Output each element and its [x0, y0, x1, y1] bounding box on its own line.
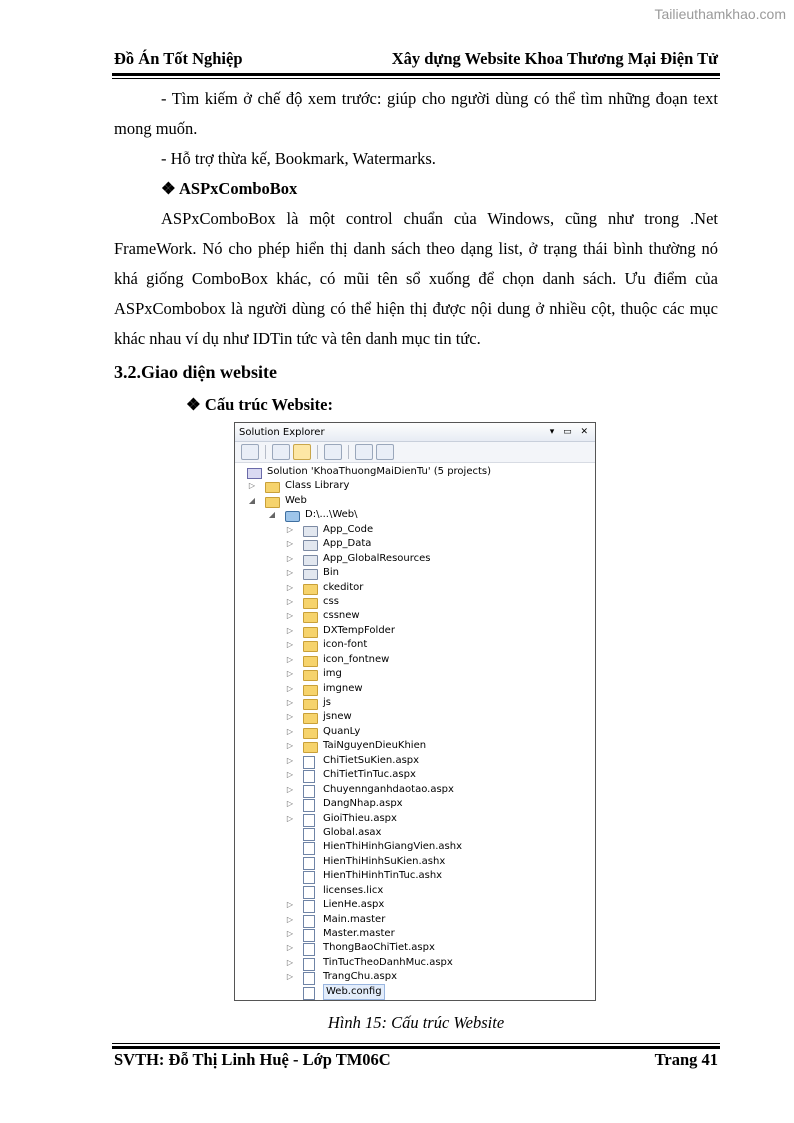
tree-row[interactable] [235, 970, 595, 984]
tree-row[interactable] [235, 797, 595, 811]
expander-icon[interactable]: ▷ [286, 654, 294, 664]
footer-author: SVTH: Đỗ Thị Linh Huệ - Lớp TM06C [114, 1050, 391, 1069]
page-number: Trang 41 [654, 1050, 718, 1069]
folder-icon [265, 497, 280, 508]
tree-row[interactable] [235, 927, 595, 941]
figure-caption: Hình 15: Cấu trúc Website [327, 1013, 505, 1032]
file-icon [303, 915, 315, 928]
expander-icon[interactable]: ▷ [286, 553, 294, 563]
folder-icon [303, 598, 318, 609]
folder-icon [303, 627, 318, 638]
solution-label: Solution 'KhoaThuongMaiDienTu' (5 projects) [267, 466, 492, 477]
expander-icon[interactable]: ▷ [286, 770, 294, 780]
project-icon [285, 511, 300, 522]
tree-row[interactable] [235, 956, 595, 970]
folder-icon [303, 742, 318, 753]
section-heading: 3.2.Giao diện website [114, 362, 278, 382]
tree-row[interactable] [235, 479, 595, 493]
expander-icon[interactable]: ▷ [286, 914, 294, 924]
solution-tree [235, 463, 595, 999]
folder-icon [303, 612, 318, 623]
folder-icon [303, 584, 318, 595]
tree-item-label: DXTempFolder [323, 624, 395, 636]
aspnet-config-icon[interactable] [376, 444, 394, 460]
tree-item-label: LienHe.aspx [323, 899, 385, 911]
folder-icon [303, 685, 318, 696]
tree-item-label: cssnew [323, 610, 360, 622]
tree-item-label: js [323, 697, 331, 708]
tree-row[interactable] [235, 710, 595, 724]
tree-item-label: TinTucTheoDanhMuc.aspx [323, 956, 453, 968]
toolbar-separator [348, 445, 349, 459]
folder-icon [303, 656, 318, 667]
tree-row[interactable] [235, 624, 595, 638]
file-icon [303, 785, 315, 798]
solution-explorer-toolbar [235, 442, 595, 463]
tree-item-label: D:\...\Web\ [305, 509, 358, 521]
header-left: Đồ Án Tốt Nghiệp [114, 49, 243, 68]
tree-item-label: img [323, 668, 342, 680]
folder-icon [303, 728, 318, 739]
tree-row[interactable] [235, 840, 595, 854]
tree-item-label: jsnew [323, 711, 352, 723]
tree-row[interactable] [235, 941, 595, 955]
expander-icon[interactable]: ▷ [286, 741, 294, 751]
expander-icon[interactable]: ▷ [286, 625, 294, 635]
tree-row[interactable] [235, 523, 595, 537]
subheading-aspxcombobox [114, 174, 718, 204]
subheading-text: ASPxComboBox [179, 179, 298, 198]
expander-icon[interactable]: ▷ [286, 712, 294, 722]
expander-icon[interactable]: ▷ [286, 683, 294, 693]
file-icon [303, 958, 315, 971]
tree-item-label: ThongBaoChiTiet.aspx [323, 942, 435, 954]
tree-row[interactable] [235, 566, 595, 580]
file-icon [303, 900, 315, 913]
expander-icon[interactable]: ▷ [286, 943, 294, 953]
file-icon [303, 943, 315, 956]
expander-icon[interactable]: ▷ [286, 929, 294, 938]
tree-item-label: App_Code [323, 523, 374, 535]
expander-icon[interactable]: ▷ [286, 669, 294, 679]
file-icon [303, 972, 315, 985]
file-icon [303, 799, 315, 812]
tree-row[interactable] [235, 667, 595, 681]
tree-item-label: GioiThieu.aspx [323, 812, 397, 824]
expander-icon[interactable]: ▷ [286, 582, 294, 592]
tree-item-label: QuanLy [323, 725, 361, 737]
page-header [114, 49, 718, 69]
tree-item-label: Chuyennganhdaotao.aspx [323, 783, 454, 795]
diamond-bullet-icon: ❖ [161, 179, 176, 198]
tree-item-label: ChiTietTinTuc.aspx [323, 769, 416, 781]
folder-icon [303, 569, 318, 580]
expander-icon[interactable]: ▷ [286, 539, 294, 549]
tree-item-label: Global.asax [323, 826, 382, 838]
file-icon [303, 842, 315, 855]
file-icon [303, 987, 315, 1000]
file-icon [303, 828, 315, 841]
header-rule-thick [112, 73, 720, 76]
paragraph-preview-search: - Tìm kiếm ở chế độ xem trước: giúp cho người dùng có thể tìm những đoạn text mong muốn. [114, 89, 718, 138]
expander-icon[interactable]: ▷ [286, 900, 294, 910]
tree-item-label: Class Library [285, 480, 350, 492]
tree-item-label: ChiTietSuKien.aspx [323, 754, 420, 766]
watermark: Tailieuthamkhao.com [654, 6, 786, 22]
file-icon [303, 756, 315, 769]
folder-icon [303, 526, 318, 537]
tree-row[interactable] [235, 537, 595, 551]
tree-row[interactable] [235, 595, 595, 609]
tree-row[interactable] [235, 783, 595, 797]
tree-row[interactable] [235, 855, 595, 869]
tree-item-label: DangNhap.aspx [323, 798, 403, 810]
subheading-website-structure [114, 388, 718, 422]
tree-item-label: TrangChu.aspx [323, 971, 398, 983]
tree-row[interactable] [235, 696, 595, 710]
tree-item-label: icon-font [323, 639, 368, 651]
tree-item-label: HienThiHinhGiangVien.ashx [323, 841, 462, 853]
tree-item-label: Bin [323, 567, 339, 579]
solution-explorer-titlebar [235, 423, 595, 442]
tree-row[interactable] [235, 812, 595, 826]
expander-icon[interactable]: ▷ [286, 957, 294, 967]
tree-row[interactable] [235, 869, 595, 883]
solution-explorer-screenshot [234, 422, 596, 1001]
solution-icon [247, 468, 262, 479]
file-icon [303, 886, 315, 899]
expander-icon[interactable]: ▷ [286, 611, 294, 621]
view-code-icon[interactable] [324, 444, 342, 460]
tree-row[interactable] [235, 581, 595, 595]
expander-icon[interactable]: ◢ [268, 510, 276, 520]
toolbar-separator [317, 445, 318, 459]
folder-icon [303, 699, 318, 710]
expander-icon[interactable]: ▷ [286, 640, 294, 650]
folder-icon [303, 670, 318, 681]
expander-icon[interactable]: ▷ [286, 524, 294, 534]
tree-row[interactable] [235, 913, 595, 927]
tree-row[interactable] [235, 898, 595, 912]
tree-row[interactable] [235, 884, 595, 898]
tree-item-label: HienThiHinhSuKien.ashx [323, 855, 446, 867]
tree-item-label: icon_fontnew [323, 653, 390, 665]
tree-row[interactable] [235, 985, 595, 999]
tree-row[interactable] [235, 768, 595, 782]
expander-icon[interactable]: ▷ [286, 799, 294, 809]
copy-website-icon[interactable] [355, 444, 373, 460]
tree-row-solution[interactable] [235, 465, 595, 479]
file-icon [303, 814, 315, 827]
header-rule-thin [112, 78, 720, 79]
tree-item-label: Main.master [323, 913, 386, 925]
subheading2-text: Cấu trúc Website: [204, 395, 333, 414]
file-icon [303, 770, 315, 783]
tree-row[interactable] [235, 653, 595, 667]
properties-icon[interactable] [241, 444, 259, 460]
tree-row[interactable] [235, 682, 595, 696]
tree-item-label: TaiNguyenDieuKhien [323, 740, 427, 752]
tree-item-label: Web [285, 494, 307, 506]
tree-row[interactable] [235, 826, 595, 840]
paragraph-aspxcombobox: ASPxComboBox là một control chuẩn của Windows, cũng như trong .Net FrameWork. Nó cho phép hiển thị danh sách theo dạng list, ở trạng thái bình thường nó khá giống ComboBox khác, có mũi tên sổ xuống để chọn danh sách. Ưu điểm của ASPxCombobox là người dùng có thể hiện thị được nội dung ở nhiều cột, thuộc các mục khác nhau ví dụ như IDTin tức và tên danh mục tin tức. [114, 209, 718, 348]
page-footer [114, 1050, 718, 1070]
folder-icon [265, 482, 280, 493]
diamond-bullet-icon: ❖ [186, 395, 201, 414]
tree-item-label: licenses.licx [323, 884, 384, 896]
expander-icon[interactable]: ▷ [286, 726, 294, 736]
tree-item-label: ckeditor [323, 581, 364, 593]
tree-item-label: HienThiHinhTinTuc.ashx [323, 870, 443, 882]
toolbar-separator [265, 445, 266, 459]
tree-row[interactable] [235, 609, 595, 623]
file-icon [303, 857, 315, 870]
file-icon [303, 929, 315, 942]
expander-icon[interactable]: ▷ [286, 972, 294, 982]
tree-item-label: Web.config [323, 984, 385, 1000]
expander-icon[interactable]: ▷ [286, 813, 294, 823]
tree-item-label: imgnew [323, 682, 363, 694]
tree-row[interactable] [235, 494, 595, 508]
expander-icon[interactable]: ▷ [286, 755, 294, 765]
tree-row[interactable] [235, 638, 595, 652]
tree-row[interactable] [235, 725, 595, 739]
paragraph-inheritance: - Hỗ trợ thừa kế, Bookmark, Watermarks. [161, 149, 436, 168]
refresh-icon[interactable] [272, 444, 290, 460]
tree-row[interactable] [235, 754, 595, 768]
tree-item-label: App_GlobalResources [323, 552, 431, 564]
folder-icon [303, 713, 318, 724]
expander-icon[interactable]: ▷ [286, 698, 294, 707]
show-all-files-icon[interactable] [293, 444, 311, 460]
window-controls-icon[interactable]: ▾ ▭ ✕ [549, 427, 591, 437]
folder-icon [303, 641, 318, 652]
tree-item-label: Master.master [323, 928, 395, 939]
tree-row[interactable] [235, 739, 595, 753]
tree-row[interactable] [235, 552, 595, 566]
header-right: Xây dựng Website Khoa Thương Mại Điện Tử [391, 49, 718, 68]
expander-icon[interactable]: ▷ [248, 481, 256, 491]
expander-icon[interactable]: ◢ [248, 495, 256, 505]
file-icon [303, 871, 315, 884]
solution-explorer-title: Solution Explorer [239, 426, 325, 438]
tree-item-label: css [323, 595, 339, 607]
footer-rule-thick [112, 1046, 720, 1049]
tree-item-label: App_Data [323, 538, 372, 550]
expander-icon[interactable]: ▷ [286, 784, 294, 794]
folder-icon [303, 555, 318, 566]
folder-icon [303, 540, 318, 551]
footer-rule-thin [112, 1043, 720, 1044]
expander-icon[interactable]: ▷ [286, 596, 294, 606]
document-body [114, 84, 718, 422]
tree-row[interactable] [235, 508, 595, 522]
expander-icon[interactable]: ▷ [286, 568, 294, 578]
